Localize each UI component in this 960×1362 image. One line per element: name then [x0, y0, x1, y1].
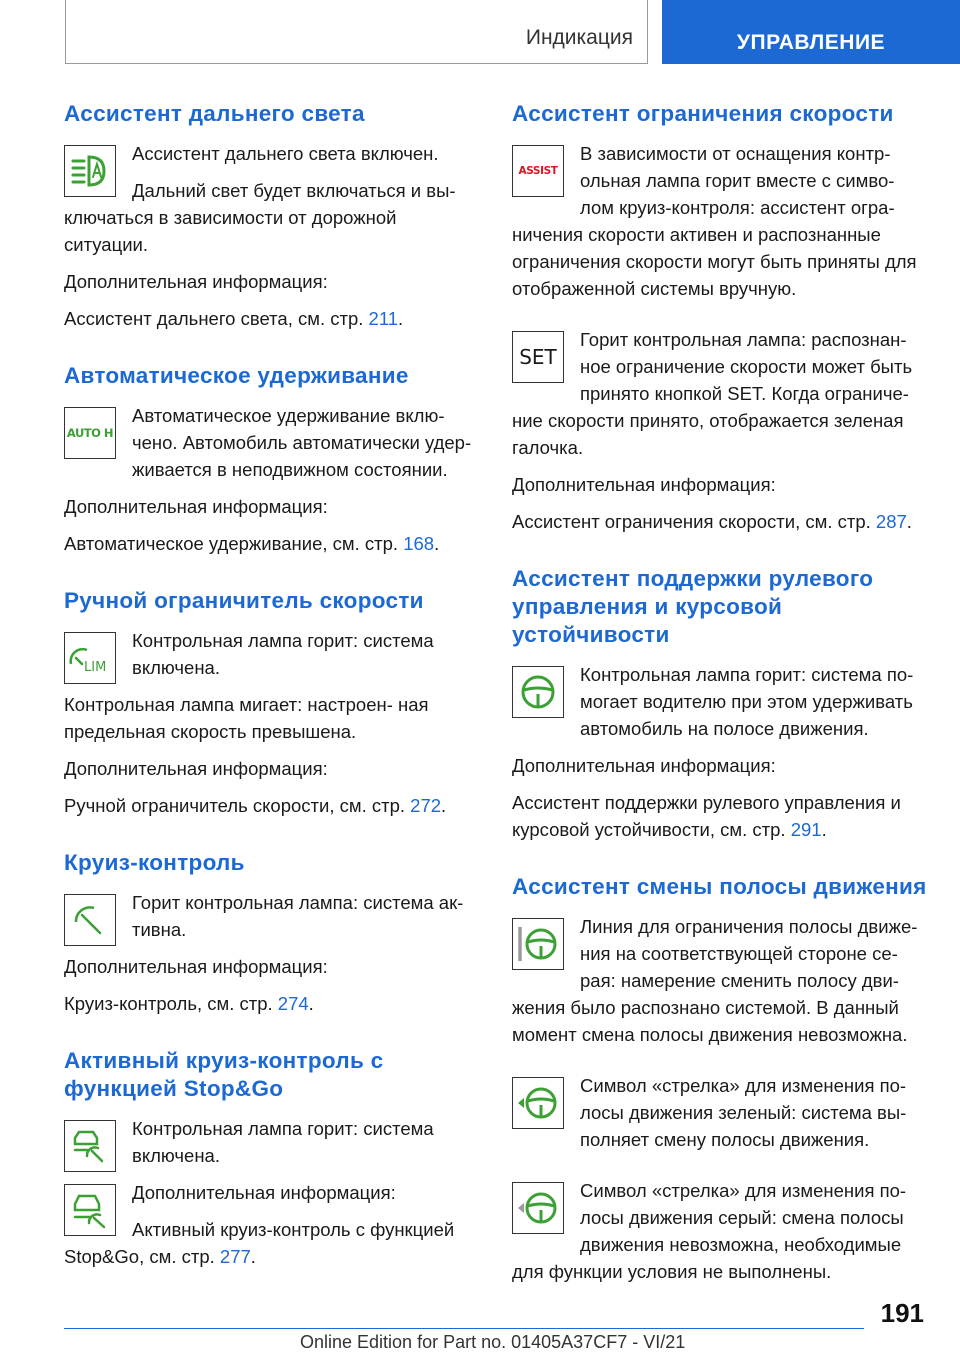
steering-wheel-icon: [512, 666, 564, 718]
page-number: 191: [880, 1298, 924, 1328]
cross-reference: Ассистент дальнего света, см. стр. 211.: [64, 308, 404, 329]
cross-reference: Круиз-контроль, см. стр. 274.: [64, 993, 314, 1014]
paragraph: Горит контрольная лампа: распознан- ное ограничение скорости может быть принято кнопкой SET. Когда ограниче- ние скорости принято, отображается зеленая галочка.: [512, 329, 913, 458]
reference-text: Круиз-контроль, см. стр.: [64, 993, 278, 1014]
page-link[interactable]: 287: [875, 511, 907, 532]
section-cruise-control: [64, 849, 480, 1017]
auto-hold-icon: [64, 407, 116, 459]
icon-label: LIM: [84, 660, 107, 675]
paragraph: Автоматическое удерживание вклю- чено. Автомобиль автоматически удер- живается в неподвижном состоянии.: [132, 405, 472, 480]
section-manual-speed-limiter: [64, 587, 480, 819]
running-header: [65, 0, 648, 64]
paragraph: Дополнительная информация:: [64, 956, 328, 977]
paragraph: Дополнительная информация:: [64, 496, 328, 517]
section-active-cruise-control: [64, 1047, 480, 1280]
paragraph: Контрольная лампа горит: система включена.: [132, 630, 434, 678]
cross-reference: Ручной ограничитель скорости, см. стр. 272.: [64, 795, 447, 816]
section-high-beam-assistant: [64, 100, 480, 332]
reference-text: Ручной ограничитель скорости, см. стр.: [64, 795, 411, 816]
section-heading: Ассистент дальнего света: [64, 101, 365, 126]
cross-reference: Активный круиз-контроль с функцией Stop&Go, см. стр. 277.: [64, 1219, 455, 1267]
cruise-control-icon: [64, 894, 116, 946]
section-lane-change-assistant: [512, 873, 928, 1295]
section-heading: Ассистент поддержки рулевого управления и курсовой устойчивости: [512, 566, 874, 647]
section-heading: Круиз-контроль: [64, 850, 245, 875]
lane-change-arrow-green-icon: [512, 1077, 564, 1129]
page-link[interactable]: 272: [410, 795, 442, 816]
footer-edition: [300, 1332, 685, 1353]
speed-limiter-icon: [64, 632, 116, 684]
cross-reference: Ассистент ограничения скорости, см. стр. 287.: [512, 511, 912, 532]
reference-text: Автоматическое удерживание, см. стр.: [64, 533, 404, 554]
cross-reference: Ассистент поддержки рулевого управления и курсовой устойчивости, см. стр. 291.: [512, 792, 901, 840]
footer-divider: [64, 1328, 864, 1329]
page-link[interactable]: 211: [368, 308, 399, 329]
assist-icon: [512, 145, 564, 197]
section-speed-limit-assist: [512, 100, 928, 535]
left-column: [64, 100, 480, 1310]
page-link[interactable]: 291: [790, 819, 822, 840]
paragraph: Контрольная лампа горит: система по- могает водителю при этом удерживать автомобиль на полосе движения.: [580, 664, 914, 739]
icon-label: SET: [519, 345, 557, 369]
page-link[interactable]: 274: [277, 993, 309, 1014]
active-cruise-control-icon: [64, 1120, 116, 1172]
page-link[interactable]: 168: [403, 533, 435, 554]
paragraph: Символ «стрелка» для изменения по- лосы движения зеленый: система вы- полняет смену полосы движения.: [580, 1075, 907, 1150]
reference-text: Активный круиз-контроль с функцией Stop&Go, см. стр.: [64, 1219, 455, 1267]
section-heading: Автоматическое удерживание: [64, 363, 409, 388]
page-link[interactable]: 277: [219, 1246, 251, 1267]
paragraph: Контрольная лампа горит: система включена.: [132, 1118, 434, 1166]
right-column: [512, 100, 928, 1325]
edition-text: Online Edition for Part no. 01405A37CF7 - VI/21: [300, 1332, 686, 1352]
section-heading: Активный круиз-контроль с функцией Stop&Go: [64, 1048, 384, 1101]
icon-label: ASSIST: [518, 165, 558, 177]
section-heading: Ручной ограничитель скорости: [64, 588, 424, 613]
chapter-tab: УПРАВЛЕНИЕ: [662, 0, 960, 64]
paragraph: В зависимости от оснащения контр- ольная лампа горит вместе с симво- лом круиз-контроля: ассистент огра- ничения скорости активен и распознанные ограничения скорости могут быть приняты для отображенной системы вручную.: [512, 143, 917, 299]
icon-label: AUTO H: [66, 426, 114, 440]
paragraph: Линия для ограничения полосы движе- ния на соответствующей стороне се- рая: намерение сменить полосу дви- жения было распознано системой. В данный момент смена полосы движения невозможна.: [512, 916, 918, 1045]
paragraph: Контрольная лампа мигает: настроен- ная предельная скорость превышена.: [64, 694, 429, 742]
reference-text: Ассистент дальнего света, см. стр.: [64, 308, 369, 329]
section-title: Индикация: [525, 26, 633, 49]
section-heading: Ассистент ограничения скорости: [512, 101, 894, 126]
paragraph: Дополнительная информация:: [64, 271, 328, 292]
paragraph: Символ «стрелка» для изменения по- лосы движения серый: смена полосы движения невозможна, необходимые для функции условия не выполнены.: [512, 1180, 907, 1282]
section-heading: Ассистент смены полосы движения: [512, 874, 927, 899]
active-cruise-control-icon: [64, 1184, 116, 1236]
section-steering-assist: [512, 565, 928, 843]
section-auto-hold: [64, 362, 480, 557]
paragraph: Горит контрольная лампа: система ак- тивна.: [132, 892, 464, 940]
paragraph: Дальний свет будет включаться и вы- ключаться в зависимости от дорожной ситуации.: [64, 180, 456, 255]
paragraph: Дополнительная информация:: [132, 1182, 396, 1203]
reference-text: Ассистент поддержки рулевого управления и курсовой устойчивости, см. стр.: [512, 792, 901, 840]
lane-change-arrow-grey-icon: [512, 1182, 564, 1234]
paragraph: Дополнительная информация:: [512, 755, 776, 776]
cross-reference: Автоматическое удерживание, см. стр. 168.: [64, 533, 440, 554]
paragraph: Дополнительная информация:: [64, 758, 328, 779]
lane-boundary-steering-icon: [512, 918, 564, 970]
reference-text: Ассистент ограничения скорости, см. стр.: [512, 511, 876, 532]
paragraph: Дополнительная информация:: [512, 474, 776, 495]
high-beam-assistant-icon: [64, 145, 116, 197]
set-icon: [512, 331, 564, 383]
paragraph: Ассистент дальнего света включен.: [132, 143, 439, 164]
